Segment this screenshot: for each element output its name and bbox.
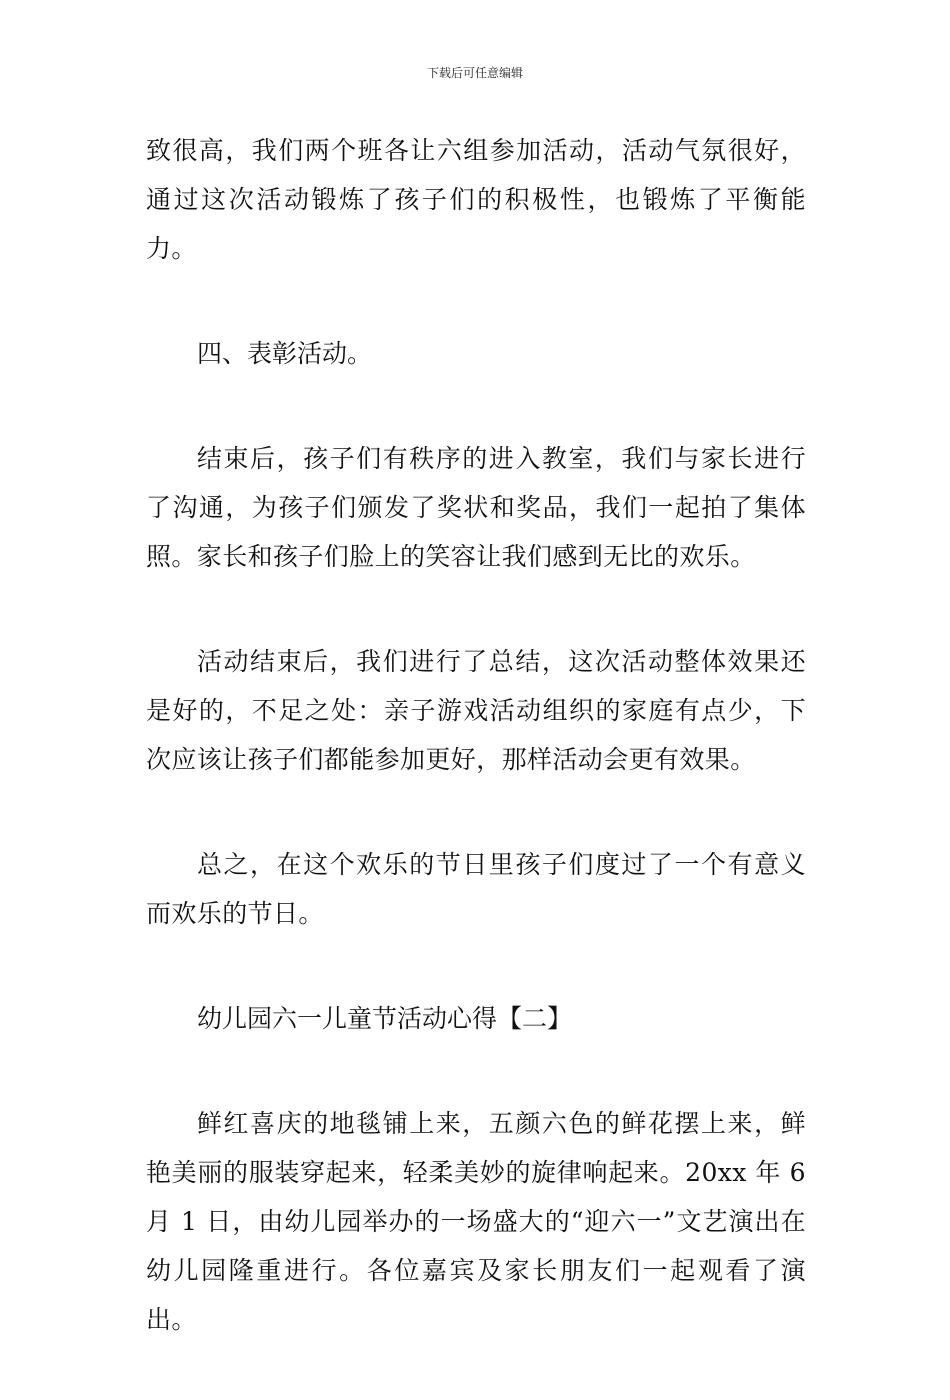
section-heading-commendation: 四、表彰活动。 (197, 339, 373, 368)
section-heading-part-two: 幼儿园六一儿童节活动心得【二】 (197, 1004, 573, 1033)
page-header: 下载后可任意编辑 (426, 66, 523, 80)
paragraph-continuation: 致很高，我们两个班各让六组参加活动，活动气氛很好，通过这次活动锻炼了孩子们的积极性，也锻炼了平衡能力。 (146, 136, 806, 263)
document-body (146, 126, 806, 1400)
paragraph-summary: 活动结束后，我们进行了总结，这次活动整体效果还是好的，不足之处：亲子游戏活动组织的家庭有点少，下次应该让孩子们都能参加更好，那样活动会更有效果。 (146, 647, 806, 774)
paragraph-performance: 鲜红喜庆的地毯铺上来，五颜六色的鲜花摆上来，鲜艳美丽的服装穿起来，轻柔美妙的旋律响起来。20xx 年 6 月 1 日，由幼儿园举办的一场盛大的“迎六一”文艺演出在幼儿园隆重进行。各位嘉宾及家长朋友们一起观看了演出。 (146, 1109, 806, 1334)
paragraph-awards: 结束后，孩子们有秩序的进入教室，我们与家长进行了沟通，为孩子们颁发了奖状和奖品，我们一起拍了集体照。家长和孩子们脸上的笑容让我们感到无比的欢乐。 (146, 444, 806, 571)
paragraph-conclusion: 总之，在这个欢乐的节日里孩子们度过了一个有意义而欢乐的节日。 (146, 850, 806, 928)
